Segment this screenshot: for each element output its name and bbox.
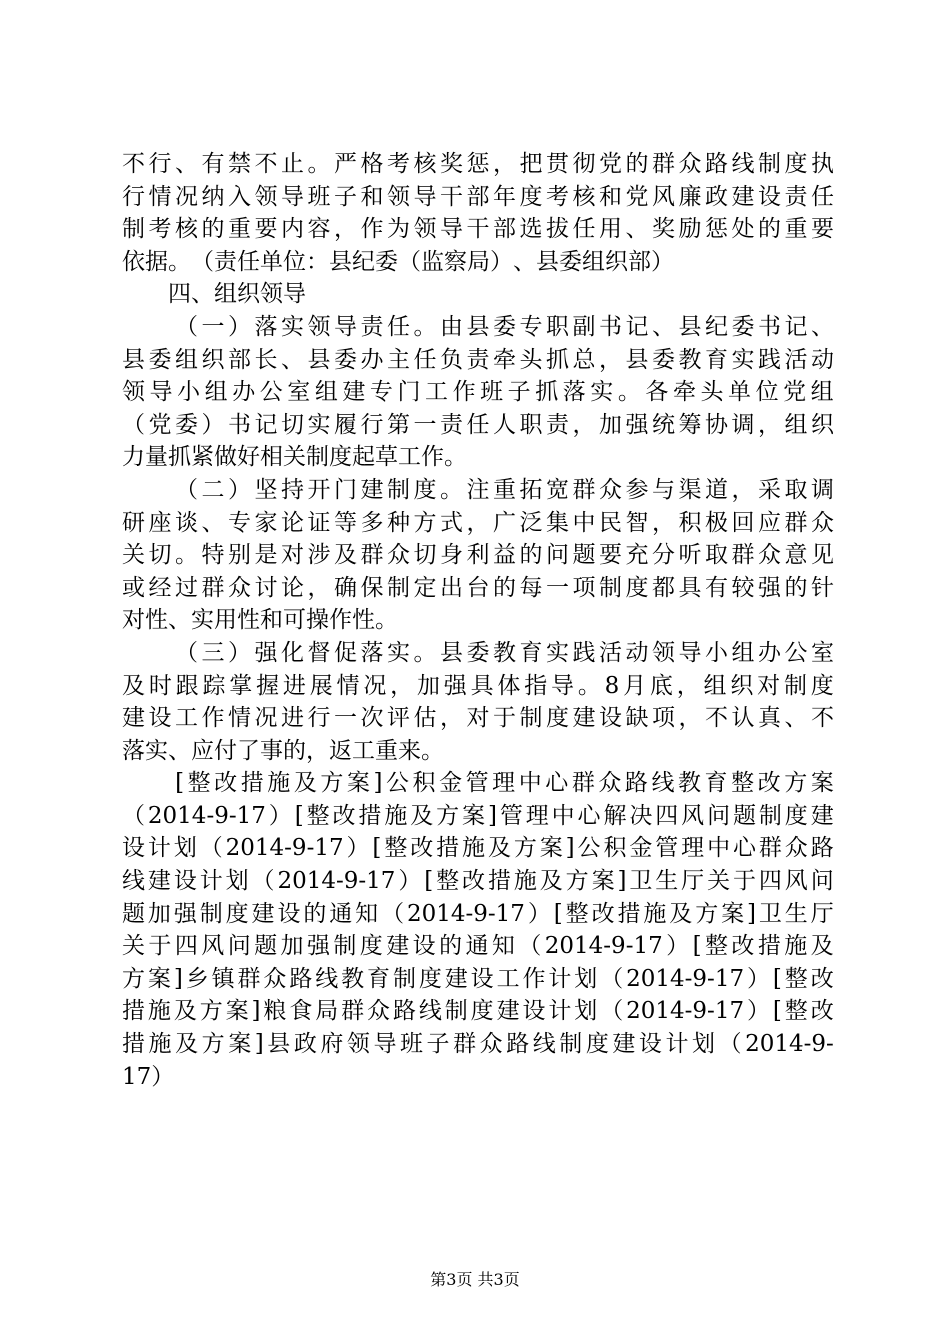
text-line: [ 整 改 措 施 及 方 案 ] 公 积 金 管 理 中 心 群 众 路 线 教 育 整 改 方 案: [175, 770, 834, 797]
text-line: 关 切 。 特 别 是 对 涉 及 群 众 切 身 利 益 的 问 题 要 充 分 听 取 群 众 意 见: [122, 542, 834, 569]
text-line: 四 、 组 织 领 导: [168, 281, 306, 308]
text-line: 关 于 四 风 问 题 加 强 制 度 建 设 的 通 知 （ 2014-9-17 ） [ 整 改 措 施 及: [122, 933, 834, 960]
text-line: 县 委 组 织 部 长 、 县 委 办 主 任 负 责 牵 头 抓 总 ， 县 委 教 育 实 践 活 动: [122, 346, 834, 373]
text-line: 力 量 抓 紧 做 好 相 关 制 度 起 草 工 作 。: [122, 444, 467, 471]
text-line: 措 施 及 方 案 ] 县 政 府 领 导 班 子 群 众 路 线 制 度 建 设 计 划 （ 2014-9-: [122, 1031, 834, 1058]
document-body: [122, 148, 834, 1093]
text-line: （ 三 ） 强 化 督 促 落 实 。 县 委 教 育 实 践 活 动 领 导 小 组 办 公 室: [175, 639, 834, 666]
text-line: （ 二 ） 坚 持 开 门 建 制 度 。 注 重 拓 宽 群 众 参 与 渠 道 ， 采 取 调: [175, 476, 834, 503]
text-line: 依 据 。 （ 责 任 单 位 ： 县 纪 委 （ 监 察 局 ） 、 县 委 组 织 部 ）: [122, 248, 674, 275]
text-line: （ 2014-9-17 ） [ 整 改 措 施 及 方 案 ] 管 理 中 心 解 决 四 风 问 题 制 度 建: [122, 802, 834, 829]
text-line: 方 案 ] 乡 镇 群 众 路 线 教 育 制 度 建 设 工 作 计 划 （ 2014-9-17 ） [ 整 改: [122, 965, 834, 992]
text-line: 不 行 、 有 禁 不 止 。 严 格 考 核 奖 惩 ， 把 贯 彻 党 的 群 众 路 线 制 度 执: [122, 151, 834, 177]
text-line: 行 情 况 纳 入 领 导 班 子 和 领 导 干 部 年 度 考 核 和 党 风 廉 政 建 设 责 任: [122, 183, 834, 210]
page-footer: [0, 1270, 950, 1290]
text-line: 对 性 、 实 用 性 和 可 操 作 性 。: [122, 607, 398, 634]
text-line: 领 导 小 组 办 公 室 组 建 专 门 工 作 班 子 抓 落 实 。 各 牵 头 单 位 党 组: [122, 379, 834, 406]
text-line: （ 一 ） 落 实 领 导 责 任 。 由 县 委 专 职 副 书 记 、 县 纪 委 书 记 、: [175, 313, 834, 340]
text-line: 线 建 设 计 划 （ 2014-9-17 ） [ 整 改 措 施 及 方 案 ] 卫 生 厅 关 于 四 风 问: [122, 868, 834, 895]
text-line: 设 计 划 （ 2014-9-17 ） [ 整 改 措 施 及 方 案 ] 公 积 金 管 理 中 心 群 众 路: [122, 835, 834, 862]
text-line: 制 考 核 的 重 要 内 容 ， 作 为 领 导 干 部 选 拔 任 用 、 奖 励 惩 处 的 重 要: [122, 216, 834, 243]
text-line: 17 ）: [122, 1063, 175, 1090]
text-line: 研 座 谈 、 专 家 论 证 等 多 种 方 式 ， 广 泛 集 中 民 智 ， 积 极 回 应 群 众: [122, 509, 834, 536]
text-line: 题 加 强 制 度 建 设 的 通 知 （ 2014-9-17 ） [ 整 改 措 施 及 方 案 ] 卫 生 厅: [122, 900, 834, 927]
text-line: 及 时 跟 踪 掌 握 进 展 情 况 ， 加 强 具 体 指 导 。 8 月 底 ， 组 织 对 制 度: [122, 672, 834, 699]
text-line: 或 经 过 群 众 讨 论 ， 确 保 制 定 出 台 的 每 一 项 制 度 都 具 有 较 强 的 针: [122, 574, 834, 601]
text-line: 措 施 及 方 案 ] 粮 食 局 群 众 路 线 制 度 建 设 计 划 （ 2014-9-17 ） [ 整 改: [122, 998, 834, 1025]
text-line: （ 党 委 ） 书 记 切 实 履 行 第 一 责 任 人 职 责 ， 加 强 统 筹 协 调 ， 组 织: [122, 411, 834, 438]
text-line: 落 实 、 应 付 了 事 的 ， 返 工 重 来 。: [122, 737, 444, 764]
page-number: 第3页 共3页: [430, 1270, 520, 1289]
text-line: 建 设 工 作 情 况 进 行 一 次 评 估 ， 对 于 制 度 建 设 缺 项 ， 不 认 真 、 不: [122, 705, 834, 732]
